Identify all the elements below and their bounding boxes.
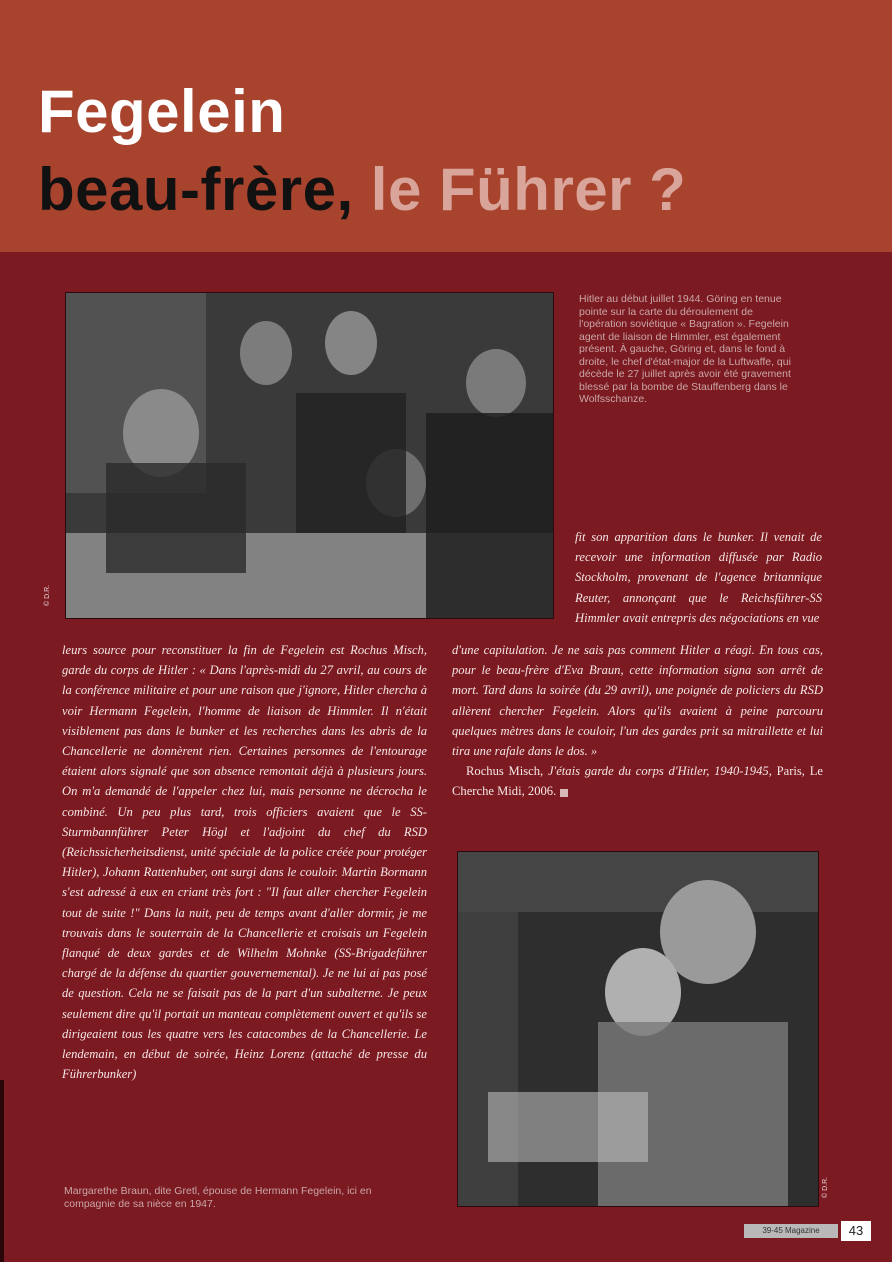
page-number: 43 [841, 1221, 871, 1241]
article-right-column [452, 640, 823, 802]
source-publisher: , Paris, Le Cherche Midi, 2006. [452, 764, 823, 799]
source-author: Rochus Misch, [466, 764, 548, 779]
photo1-credit: © D.R. [44, 584, 51, 606]
photo-gretl-braun-with-child [457, 851, 819, 1207]
article-intro-column: fit son apparition dans le bunker. Il venait de recevoir une information diffusée par Radio Stockholm, provenant de l'agence britannique Reuter, annonçant que le Reichsführer-SS Himmler avait entrepris des négociations en vue [575, 530, 822, 625]
article-right-text: d'une capitulation. Je ne sais pas comment Hitler a réagi. En tous cas, pour le beau-frère d'Eva Braun, cette information signa son arrêt de mort. Tard dans la soirée (du 29 avril), une poignée de policiers du RSD allèrent chercher Fegelein. Alors qu'ils avaient à peine parcouru quelques mètres dans le couloir, l'un des gardes prit sa mitraillette et lui tira une rafale dans le dos. » [452, 643, 823, 759]
title-line2 [38, 156, 687, 223]
title-line1: Fegelein [38, 78, 286, 145]
source-title: J'étais garde du corps d'Hitler, 1940-1945 [547, 764, 769, 779]
photo-hitler-map-conference [65, 292, 554, 619]
photo1-caption: Hitler au début juillet 1944. Göring en tenue pointe sur la carte du déroulement de l'opération soviétique « Bagration ». Fegelein agent de liaison de Himmler, est également présent. À gauche, Göring et, dans le fond à droite, le chef d'état-major de la Luftwaffe, qui décède le 27 juillet après avoir été gravement blessé par la bombe de Stauffenberg dans le Wolfsschanze. [579, 293, 791, 405]
photo2-caption: Margarethe Braun, dite Gretl, épouse de Hermann Fegelein, ici en compagnie de sa nièce en 1947. [64, 1185, 372, 1210]
article-left-column: leurs source pour reconstituer la fin de Fegelein est Rochus Misch, garde du corps de Hitler : « Dans l'après-midi du 27 avril, au cours de la conférence militaire et pour une raison que j'ignore, Hitler chercha à voir Hermann Fegelein, l'homme de liaison de Himmler. Il n'était visiblement pas dans le bunker et les recherches dans les abris de la Chancellerie ne donnèrent rien. Certaines personnes de l'entourage étaient alors signalé que son absence remontait déjà à plusieurs jours. On m'a demandé de l'appeler chez lui, mais personne ne décrocha le combiné. Un peu plus tard, trois officiers avaient que le SS-Sturmbannführer Peter Högl et l'adjoint du chef du RSD (Reichssicherheitsdienst, unité spéciale de la police créée pour protéger Hitler), Johann Rattenhuber, ont surgi dans le couloir. Martin Bormann s'est adressé à eux en criant très fort : "Il faut aller chercher Fegelein tout de suite !" Dans la nuit, peu de temps avant d'aller dormir, je me trouvais dans le souterrain de la Chancellerie et croisais un Fegelein flanqué de deux gardes et de Wilhelm Mohnke (SS-Brigadeführer chargé de la défense du quartier gouvernemental). Je ne lui ai pas posé de question. Cela ne se faisait pas de la part d'un subalterne. Je peux seulement dire qu'il portait un manteau complètement ouvert et qu'ils se dirigeaient tous les quatre vers les catacombes de la Chancellerie. Le lendemain, en début de soirée, Heinz Lorenz (attaché de presse du Führerbunker) [62, 643, 427, 1082]
end-mark-icon [560, 789, 568, 797]
magazine-tag: 39-45 Magazine [744, 1224, 838, 1238]
header-band [0, 0, 892, 252]
title-dark-part: beau-frère, [38, 156, 354, 223]
title-light-part: le Führer ? [353, 156, 687, 223]
left-edge-bar [0, 1080, 4, 1262]
photo2-credit: © D.R. [822, 1176, 829, 1198]
article-source [452, 761, 823, 801]
